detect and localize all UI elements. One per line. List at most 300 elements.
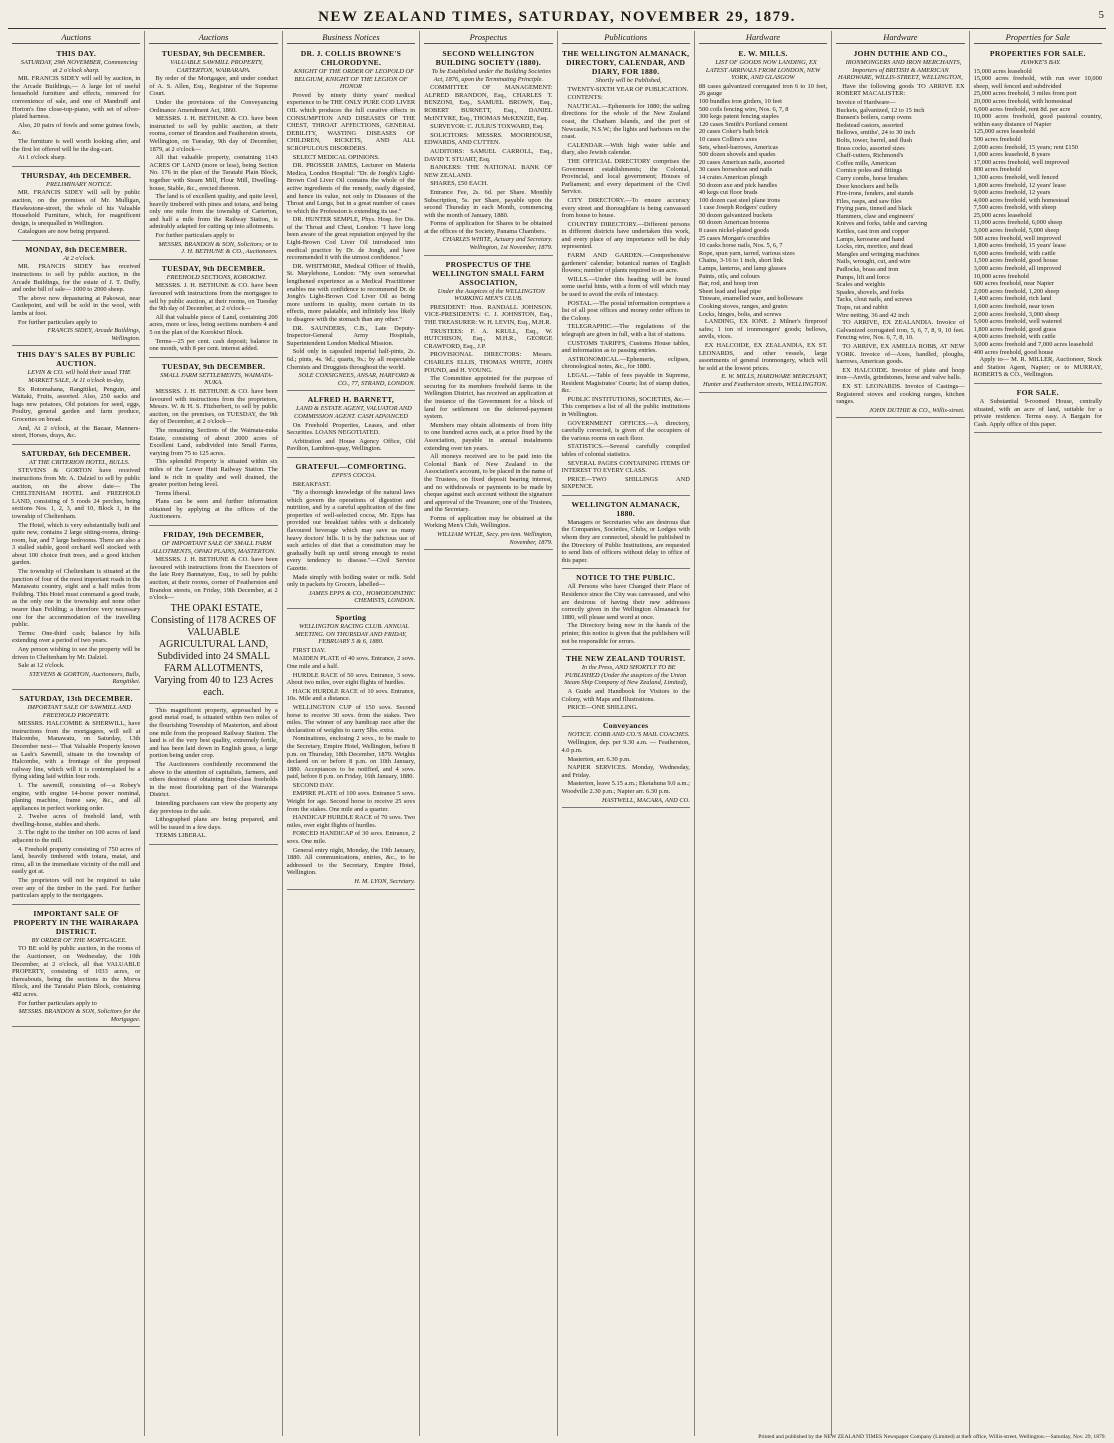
list-item: 800 acres freehold: [973, 166, 1021, 174]
column-3: [283, 31, 420, 1436]
list-item: 4,000 acres freehold, with homestead: [973, 196, 1070, 204]
ad-subheading: NOTICE. COBB AND CO.'S MAIL COACHES.: [567, 730, 690, 738]
advertisement: [149, 527, 277, 704]
masthead: [8, 6, 1106, 29]
ad-subheading: SMALL FARM SETTLEMENTS, WAIMATA-NUKA.: [160, 371, 274, 387]
ad-subheading: Shortly will be Published,: [595, 77, 662, 84]
advertisement: [562, 718, 690, 808]
ad-paragraph: MESSRS. HALCOMBE & SHERWILL, have instructions from the mortgagees, will sell at Halcombe, Manawatu, on Saturday, 13th December next— That Valuable Property known as Lash's Sawmill, situate in the township of Halcombe, with a frontage of the proposed railway line, which will it is contemplated be a flying siding laid within four rods.: [12, 720, 141, 781]
advertisement: [12, 347, 140, 444]
ad-heading: ALFRED H. BARNETT,: [307, 395, 395, 405]
ad-heading: MONDAY, 8th DECEMBER.: [25, 244, 128, 254]
ad-paragraph: WILLS.—Under this heading will be found some useful hints, with a form of will which may be used to avoid the evils of intestacy.: [561, 275, 690, 299]
ad-signature: MESSRS. BRANDON & SON, Solicitors for the Mortgagee.: [18, 1008, 141, 1023]
ad-paragraph: All moneys received are to be paid into the Colonial Bank of New Zealand to the Association's account, to be placed in the name of the Trustees, on fixed deposit bearing interest, and no withdrawals or payments to be made by cheque against such account without the signature and approval of the Treasurer, one of the Trustees, and the Secretary.: [424, 453, 553, 514]
advertisement: [149, 261, 277, 358]
ad-paragraph: HURDLE RACE of 50 sovs. Entrance, 3 sovs. About two miles, over eight flights of hurdles.: [286, 671, 416, 687]
advertisement: [149, 359, 277, 526]
ad-paragraph: TELEGRAPHIC.—The regulations of the telegraph are given in full, with a list of stations.: [561, 323, 690, 338]
ad-paragraph: The remaining Sections of the Waimata-nuka Estate, consisting of about 2000 acres of Excellent Land, subdivided into Small Farms, varying from 75 to 125 acres.: [149, 426, 278, 457]
ad-heading: THIS DAY'S SALES BY PUBLIC AUCTION.: [16, 350, 136, 369]
list-item: Rope, spun yarn, tarred, various sizes: [698, 249, 795, 257]
column-8: [970, 31, 1106, 1436]
ad-paragraph: Wellington, dep. per 9.30 a.m. — Featherston, 4.0 p.m.: [561, 739, 690, 754]
ad-subheading: LAND & ESTATE AGENT, VALUATOR AND COMMISSION AGENT. CASH ADVANCED: [294, 405, 412, 420]
ad-paragraph: SURVEYOR: C. JULIUS TOXWARD, Esq.: [430, 123, 544, 131]
advertisement: [12, 446, 140, 690]
list-item: 125,000 acres leasehold: [973, 128, 1035, 136]
list-item: Sheet lead and lead pipe: [698, 287, 761, 295]
ad-subheading: EPPS'S COCOA.: [331, 471, 377, 479]
ad-paragraph: NAPIER SERVICES. Monday, Wednesday, and Friday.: [561, 764, 690, 779]
ad-signature: E. W. MILLS, HARDWARE MERCHANT, Hunter and Featherston streets, WELLINGTON.: [702, 373, 828, 388]
ad-paragraph: STATISTICS.—Several carefully compiled tables of colonial statistics.: [561, 443, 690, 458]
ad-paragraph: For further particulars apply to: [18, 999, 97, 1007]
ad-heading: GRATEFUL—COMFORTING.: [295, 461, 407, 471]
list-item: 15,000 acres leasehold: [973, 67, 1032, 75]
list-item: 120 cases Smith's Portland cement: [698, 120, 788, 128]
list-item: 1,000 acres leasehold, 8 years: [973, 151, 1050, 159]
list-item: 30 cases horseshoe and nails: [698, 166, 772, 174]
page-number: 5: [1098, 9, 1104, 21]
list-item: 1,800 acres freehold, good grass: [973, 325, 1057, 333]
ad-subheading: OF IMPORTANT SALE OF SMALL FARM ALLOTMENTS, OPAKI PLAINS, MASTERTON.: [151, 540, 276, 555]
ad-paragraph: At 1 o'clock sharp.: [18, 154, 67, 162]
list-item: 14 crates American plough: [698, 173, 768, 181]
ad-paragraph: The Committee appointed for the purpose of securing for its members freehold farms in the Wellington District, has received an application at the instance of the Government for a block of land for settlement on the deferred-payment system.: [424, 375, 553, 421]
list-item: 20 cases Coker's bath brick: [698, 128, 769, 136]
ad-paragraph: Apply to— M. R. MILLER, Auctioneer, Stock and Station Agent, Napier; or to MURRAY, ROBERTS & CO., Wellington.: [973, 356, 1102, 379]
ad-subheading: In the Press, AND SHORTLY TO BE PUBLISHED (Under the auspices of the Union Steam Ship Company of New Zealand, Limited),: [564, 664, 688, 687]
ad-paragraph: A Guide and Handbook for Visitors to the Colony, with Maps and Illustrations.: [561, 687, 690, 703]
column-5: [558, 31, 695, 1436]
advertisement: [12, 46, 140, 167]
list-item: Bedstead castors, assorted: [836, 121, 904, 129]
list-item: 20 cases American nails, assorted: [698, 158, 785, 166]
list-item: Chaff-cutters, Richmond's: [836, 152, 904, 160]
ad-paragraph: FIRST DAY.: [292, 646, 326, 654]
ad-paragraph: Terms liberal.: [155, 489, 191, 497]
ad-paragraph: EX ST. LEONARDS. Invoice of Castings—Registered stoves and cooking ranges, kitchen ranges.: [836, 382, 965, 406]
list-item: 3,000 acres freehold, all improved: [973, 265, 1062, 273]
ad-paragraph: SOLICITORS: MESSRS. MOORHOUSE, EDWARDS, AND CUTTEN.: [424, 131, 553, 147]
list-item: 2,000 acres freehold, 1,200 sheep: [973, 287, 1060, 295]
ad-paragraph: All Persons who have Changed their Place of Residence since the City was canvassed, and who are desirous of having their new addresses correctly given in the Wellington Almanack for 1880, will please send word at once.: [561, 583, 690, 621]
list-item: 500 coils fencing wire, Nos. 6, 7, 8: [698, 105, 789, 113]
ad-heading: THIS DAY.: [56, 49, 97, 58]
ad-paragraph: For further particulars apply to: [18, 318, 97, 326]
ad-subheading: At 2 o'clock.: [63, 254, 96, 262]
ad-signature: H. M. LYON, Secretary.: [354, 878, 416, 885]
advertisement: [424, 46, 552, 256]
ad-subheading: LIST OF GOODS NOW LANDING, EX LATEST ARRIVALS FROM LONDON, NEW YORK, AND GLASGOW: [705, 59, 821, 82]
imprint: Printed and published by the NEW ZEALAND TIMES Newspaper Company (Limited) at their office, Willis-street, Wellington.—Saturday, Nov. 29, 1879.: [758, 1434, 1106, 1441]
list-item: 2,000 acres freehold, 3,000 sheep: [973, 310, 1060, 318]
list-item: 15,000 acres freehold, with run over 10,000 sheep, well fenced and subdivided: [973, 75, 1102, 90]
ad-paragraph: EX HALCOIDE, EX ZEALANDIA, EX ST. LEONARDS, and other vessels, large assortments of general ironmongery, which will be sold at the lowest prices.: [698, 341, 828, 372]
list-item: Bunsen's boilers, camp ovens: [836, 114, 912, 122]
ad-paragraph: Forms of application may be obtained at the Working Men's Club, Wellington.: [424, 514, 553, 530]
ad-paragraph: GOVERNMENT OFFICES.—A directory, carefully corrected, is given of the occupiers of the various rooms on each floor.: [561, 419, 690, 442]
ad-paragraph: The proprietors will not be required to take over any of the timber in the yard. For further particulars apply to the mortgagees.: [12, 877, 141, 900]
ad-paragraph: FARM AND GARDEN.—Comprehensive gardeners' calendar; botanical names of English flowers; number of plants required to an acre.: [561, 252, 690, 275]
ad-paragraph: COMMITTEE OF MANAGEMENT: ALFRED BRANDON, Esq., CHARLES T. BENZONI, Esq., SAMUEL BROWN, Esq., ROBERT BURNETT, Esq., DANIEL McINTYRE, Esq., THOMAS McKENZIE, Esq.: [424, 84, 553, 122]
ad-paragraph: Ex Rotomahana, Rangitikei, Penguin, and Waitaki, Fruits, assorted. Also, 250 sacks and bags new potatoes, Old potatoes for seed, eggs, Poultry, general garden and farm produce, Groceries on bread.: [12, 385, 141, 423]
list-item: Lamps, kerosene and hand: [836, 235, 905, 243]
list-item: 11,000 acres freehold, 6,000 sheep: [973, 219, 1063, 227]
list-item: 1,800 acres freehold, 15 years' lease: [973, 242, 1066, 250]
ad-subheading: AT THE CRITERION HOTEL, BULLS.: [28, 458, 130, 466]
ad-paragraph: "By a thorough knowledge of the natural laws which govern the operations of digestion and nutrition, and by a careful application of the fine properties of well-selected cocoa, Mr. Epps has provided our breakfast tables with a delicately flavoured beverage which may save us many heavy doctors' bills. It is by the judicious use of such articles of diet that a constitution may be gradually built up until strong enough to resist every tendency to disease."—Civil Service Gazette.: [286, 489, 416, 573]
column-heading: Prospectus: [424, 31, 552, 44]
ad-heading: THURSDAY, 4th DECEMBER.: [21, 170, 132, 180]
ad-paragraph: Nominations, enclosing 2 sovs., to be made to the Secretary, Empire Hotel, Wellington, before 8 p.m. on Thursday, 18th December, 1879. Weights declared on or before 8 p.m. on 10th January, 1880. Acceptances to be notified, and 4 sovs. paid, before 8 p.m. on Friday, 16th January, 1880.: [286, 735, 416, 781]
column-heading: Hardware: [836, 31, 964, 44]
newspaper-title: NEW ZEALAND TIMES, SATURDAY, NOVEMBER 29, 1879.: [318, 9, 796, 25]
list-item: Sets, wheel-barrows, Americas: [698, 143, 779, 151]
list-item: 25,000 acres leasehold: [973, 211, 1032, 219]
ad-paragraph: On Freehold Properties, Leases, and other Securities. LOANS NEGOTIATED.: [286, 421, 416, 437]
ad-paragraph: Under the provisions of the Conveyancing Ordinance Amendment Act, 1860.: [149, 98, 278, 114]
advertisement: [562, 46, 690, 496]
ad-paragraph: Catalogues are now being prepared.: [18, 228, 110, 236]
ad-paragraph: LANDING, EX IONE. 2 Milner's fireproof safes; 1 ton of ironmongers' goods; bellows, anvils, vices.: [698, 318, 828, 341]
advertisement: [424, 257, 552, 551]
list-item: 500 dozen shovels and spades: [698, 151, 776, 159]
ad-paragraph: Terms—25 per cent. cash deposit; balance in one month, with 8 per cent. interest added.: [149, 337, 278, 353]
ad-subheading: BY ORDER OF THE MORTGAGEE.: [31, 936, 127, 944]
ad-paragraph: Have the following goods TO ARRIVE EX ROBERT MACALISTER:: [836, 82, 965, 98]
column-heading: Business Notices: [287, 31, 415, 44]
list-item: Pumps, lift and force: [836, 273, 890, 281]
list-item: Paints, oils, and colours: [698, 272, 760, 280]
ad-heading: PROSPECTUS OF THE WELLINGTON SMALL FARM ASSOCIATION,: [432, 259, 545, 287]
ad-signature: JOHN DUTHIE & CO., Willis-street.: [869, 406, 965, 414]
ad-paragraph: TO ARRIVE, EX AMELIA ROBB, AT NEW YORK. Invoice of—Axes, handled, ploughs, harrows, American goods.: [836, 342, 965, 366]
ad-paragraph: Managers or Secretaries who are desirous that the Companies, Societies, Clubs, or Lodges with whom they are connected, should be published in the Directory of Public Institutions, are requested to send lists of officers without delay to office of this paper.: [561, 518, 690, 564]
list-item: 1,800 acres freehold, 12 years' lease: [973, 181, 1066, 189]
advertisement: [562, 570, 690, 650]
advertisement: [287, 459, 415, 609]
ad-paragraph: All that valuable property, containing 1143 ACRES OF LAND (more or less), being Section No. 176 in the plan of the Taratahi Plain Block, together with Steam Mill, Flour Mill, Dwelling-house, Stable, &c., erected thereon.: [149, 154, 278, 192]
ad-paragraph: PROVISIONAL DIRECTORS: Messrs. CHARLES ELLIS, THOMAS WHITE, JOHN POUND, and H. YOUNG.: [424, 351, 553, 374]
list-item: Tinware, enamelled ware, and holloware: [698, 295, 803, 303]
ad-paragraph: EX HALCOIDE. Invoice of plate and hoop iron—Anvils, grindstones, horse and valve balls.: [836, 366, 965, 382]
ad-heading: FRIDAY, 19th DECEMBER,: [163, 530, 264, 540]
ad-paragraph: PRESIDENT: Hon. RANDALL JOHNSON. VICE-PRESIDENTS: C. J. JOHNSTON, Esq., THE TREASURER: W. H. LEVIN, Esq., M.H.R.: [424, 303, 553, 327]
ad-paragraph: General entry night, Monday, the 19th January, 1880. All communications, entries, &c., to be addressed to the Secretary, Empire Hotel, Wellington.: [286, 846, 416, 877]
ad-paragraph: BANKERS: THE NATIONAL BANK OF NEW ZEALAND.: [424, 164, 553, 179]
ad-paragraph: Masterton, arr. 6.30 p.m.: [567, 755, 631, 763]
ad-paragraph: EMPIRE PLATE of 100 sovs. Entrance 5 sovs. Weight for age. Second horse to receive 25 sovs from the stakes. One mile and a quarter.: [286, 790, 416, 813]
list-item: Knives and forks, table and carving: [836, 220, 928, 228]
ad-paragraph: Made simply with boiling water or milk. Sold only in packets by Grocers, labelled—: [286, 573, 416, 589]
goods-list: [836, 99, 964, 319]
ad-paragraph: MESSRS. J. H. BETHUNE & CO. have been favoured with instructions from the Executors of the late Rory Bannatyne, Esq., to sell by public auction, at their rooms, corner of Featherston and Brandon streets, on Friday, 19th December, at 2 o'clock—: [149, 556, 278, 602]
ad-paragraph: The land is of excellent quality, and quite level, heavily timbered with pines and totara, and being only one mile from the township of Carterton, and half a mile from the Railway Station, is admirably adapted for cutting up into allotments.: [149, 193, 278, 231]
ad-signature: WILLIAM WYLIE, Secy. pro tem. Wellington, November, 1879.: [437, 531, 553, 546]
ad-heading: TUESDAY, 9th DECEMBER.: [161, 49, 266, 58]
list-item: Traps, rat and rabbit: [836, 304, 888, 311]
advertisement: [149, 705, 277, 845]
list-item: 50 dozen axe and pick handles: [698, 181, 778, 189]
ad-paragraph: BREAKFAST.: [292, 480, 331, 488]
ad-signature: SOLE CONSIGNEES, ANSAR, HARFORD & CO., 77, STRAND, LONDON.: [298, 372, 416, 387]
list-item: 6,000 acres freehold, with cattle: [973, 249, 1056, 257]
list-item: 2,000 acres freehold, 15 years; rent £150: [973, 143, 1078, 151]
ad-paragraph: STEVENS & GORTON have received instructions from Mr. A. Dalziel to sell by public auction, on the above date— The CHELTENHAM HOTEL and FREEHOLD LAND, consisting of 5 roods 24 perches, being sections Nos. 1, 2, 3, and 10, Block 1, in the township of Cheltenham.: [12, 467, 141, 520]
ad-paragraph: FORCED HANDICAP of 30 sovs. Entrance, 2 sovs. One mile.: [286, 830, 416, 846]
advertisement: [12, 242, 140, 347]
ad-subheading: LEVIN & CO. will hold their usual THE MARKET SALE, At 11 o'clock to-day,: [27, 369, 131, 384]
ad-paragraph: ASTRONOMICAL.—Ephemeris, eclipses, chronological notes, &c., for 1880.: [561, 355, 690, 371]
columns-container: [8, 31, 1106, 1436]
ad-paragraph: LEGAL.—Table of fees payable in Supreme, Resident Magistrates' Courts; list of stamp duties, &c.: [561, 371, 690, 395]
column-heading: Auctions: [149, 31, 277, 44]
ad-signature: FRANCIS SIDEY, Arcade Buildings, Wellington.: [47, 327, 141, 342]
column-heading: Auctions: [12, 31, 140, 44]
ad-heading: SATURDAY, 13th DECEMBER.: [19, 693, 133, 703]
list-item: 10 cases Collins's axes: [698, 135, 758, 143]
ad-paragraph: MESSRS. J. H. BETHUNE & CO. have been instructed to sell by public auction, at their rooms, corner of Brandon and Featherston streets, Wellington, on Tuesday, 9th day of December, 1879, at 2 o'clock—: [149, 115, 278, 153]
advertisement: [562, 497, 690, 570]
ad-paragraph: SEVERAL PAGES CONTAINING ITEMS OF INTEREST TO EVERY CLASS.: [561, 459, 690, 475]
ad-heading: THE NEW ZEALAND TOURIST.: [566, 654, 686, 664]
list-item: 600 acres freehold, near Napier: [973, 280, 1054, 288]
ad-paragraph: HANDICAP HURDLE RACE of 70 sovs. Two miles, over eight flights of hurdles.: [286, 814, 416, 829]
ad-paragraph: TO ARRIVE, EX ZEALANDIA. Invoice of Galvanized corrugated iron, 5, 6, 7, 8, 9, 10 feet. Fencing wire, Nos. 6, 7, 8, 10.: [836, 319, 965, 342]
list-item: 500 acres freehold, well improved: [973, 234, 1062, 242]
ad-paragraph: POSTAL.—The postal information comprises a list of all post offices and money order offices in the Colony.: [561, 299, 690, 322]
list-item: Wire netting, 36 and 42 inch: [836, 311, 910, 319]
list-item: Frying pans, tinned and black: [836, 205, 913, 213]
column-heading: Hardware: [699, 31, 827, 44]
ad-paragraph: CITY DIRECTORY.—To ensure accuracy every street and thoroughfare is being canvassed from house to house.: [561, 196, 690, 220]
ad-paragraph: Lithographed plans are being prepared, and will be issued in a few days.: [149, 816, 278, 831]
list-item: Coffee mills, American: [836, 159, 896, 167]
ad-paragraph: Any person wishing to see the property will be driven to Cheltenham by Mr. Dalziel.: [12, 646, 141, 661]
list-item: Nails, wrought, cut, and wire: [836, 258, 911, 266]
ad-paragraph: MR. FRANCIS SIDEY will sell by public auction, on the premises of Mr. Mulligan, Hawkestone-street, the whole of his Valuable Household Furniture, which, for magnificent design, is unequalled in Wellington.: [12, 189, 141, 227]
list-item: 10 casks horse nails, Nos. 5, 6, 7: [698, 242, 783, 250]
list-item: Tacks, clout nails, and screws: [836, 296, 913, 304]
ad-paragraph: The above now depasturing at Pakowai, near Castlepoint, and will be sold in the wool, with lambs at foot.: [12, 294, 141, 318]
column-4: [420, 31, 557, 1436]
list-item: Lamps, lanterns, and lamp glasses: [698, 265, 787, 273]
list-item: Locks, rim, mortice, and dead: [836, 243, 913, 251]
ad-paragraph: The Hotel, which is very substantially built and quite new, contains 2 large sitting-rooms, dining-room, bar, and 7 large bedrooms. There are also a 3 stalled stable, good orchard well stocked with about 100 choice fruit trees, and a good kitchen garden.: [12, 521, 141, 567]
ad-paragraph: Plans can be seen and further information obtained by applying at the offices of the Auctioneers.: [149, 498, 278, 521]
advertisement: [287, 46, 415, 391]
advertisement: [12, 691, 140, 905]
ad-paragraph: Terms: One-third cash; balance by bills extending over a period of two years.: [12, 629, 141, 645]
list-item: Mangles and wringing machines: [836, 250, 920, 258]
advertisement: [974, 46, 1102, 384]
advertisement: [562, 651, 690, 717]
display-text: THE OPAKI ESTATE, Consisting of 1178 ACRES OF VALUABLE AGRICULTURAL LAND, Subdivided into 24 SMALL FARM ALLOTMENTS, Varying from 40 to 123 Acres each.: [150, 602, 277, 698]
column-heading: Publications: [562, 31, 690, 44]
list-item: Fire-irons, fenders, and stands: [836, 190, 914, 198]
ad-heading: Conveyances: [602, 720, 649, 730]
list-item: 3,000 acres freehold, 5,000 sheep: [973, 227, 1060, 235]
ad-signature: CHARLES WHITE, Actuary and Secretary. Wellington, 1st November, 1879.: [442, 236, 553, 252]
ad-paragraph: THE OFFICIAL DIRECTORY comprises the Government establishments; the Colonial, Provincial, and local government; Houses of Parliament; and every department of the Civil Service.: [561, 157, 690, 196]
ad-paragraph: CUSTOMS TARIFFS, Customs House tables, and information as to passing entries.: [561, 339, 690, 355]
ad-paragraph: WELLINGTON CUP of 150 sovs. Second horse to receive 30 sovs. from the stakes. Two miles. The winner of any handicap race after the declaration of weights to carry 5lbs. extra.: [286, 703, 416, 734]
ad-paragraph: The Directory being now in the hands of the printer, this notice is given that the publishers will not be responsible for errors.: [561, 622, 690, 645]
advertisement: [12, 906, 140, 1028]
advertisement: [149, 46, 277, 260]
list-item: Hammers, claw and engineers': [836, 212, 915, 220]
ad-heading: WELLINGTON ALMANACK, 1880.: [571, 499, 680, 518]
ad-paragraph: DR. WHITMORE, Medical Officer of Health, St. Marylebone, London: "My own somewhat lengthened experience as a Medical Practitioner enables me with confidence to recommend Dr. de Jongh's Light-Brown Cod Liver Oil as being more uniform in quality, more certain in its effects, more palatable, and infinitely less likely to disagree with the stomach than any other.": [286, 262, 416, 323]
ad-paragraph: AUDITORS: SAMUEL CARROLL, Esq., DAVID T. STUART, Esq.: [424, 147, 553, 163]
ad-paragraph: Masterton, leave 5.15 a.m.; Eketahuna 9.0 a.m.; Woodville 2.30 p.m.; Napier arr. 6.30 p.m.: [561, 780, 690, 795]
list-item: 25,000 acres freehold, 3 miles from port: [973, 90, 1077, 98]
column-7: [832, 31, 969, 1436]
ad-paragraph: SELECT MEDICAL OPINIONS.: [292, 153, 380, 161]
list-item: Curry combs, horse brushes: [836, 174, 908, 182]
list-item: Bar, rod, and hoop iron: [698, 280, 759, 288]
list-item: Locks, hinges, bolts, and screws: [698, 310, 782, 318]
ad-paragraph: PUBLIC INSTITUTIONS, SOCIETIES, &c.—This comprises a list of all the public institutions in Wellington.: [561, 395, 690, 418]
list-item: 10,000 acres freehold: [973, 272, 1029, 280]
list-item: 4,000 acres freehold, with cattle: [973, 333, 1056, 341]
ad-paragraph: Sale at 12 o'clock.: [18, 662, 65, 670]
ad-heading: PROPERTIES FOR SALE.: [989, 49, 1086, 58]
ad-signature: HASTWELL, MACARA, AND CO.: [601, 796, 690, 804]
list-item: 100 dozen cast steel plane irons: [698, 196, 780, 204]
ad-paragraph: CONTENTS:: [567, 94, 603, 102]
list-item: 40 kegs cut floor brads: [698, 189, 758, 197]
ad-paragraph: And, At 2 o'clock, at the Bazaar, Manners-street, Horses, drays, &c.: [12, 424, 141, 440]
list-item: 88 cases galvanized corrugated iron 6 to 10 feet, 26 gauge: [698, 82, 828, 98]
goods-list: [974, 68, 1102, 357]
ad-paragraph: TRUSTEES: F. A. KRULL, Esq., W. HUTCHISON, Esq., M.H.R., GEORGE CRAWFORD, Esq., J.P.: [424, 327, 553, 350]
list-item: Door knockers and bells: [836, 182, 899, 190]
list-item: 9,000 acres freehold, 12 years: [973, 189, 1051, 197]
list-item: Kettles, cast iron and copper: [836, 228, 910, 236]
list-item: Brass cocks, assorted sizes: [836, 144, 905, 152]
ad-paragraph: The Auctioneers confidently recommend the above to the attention of capitalists, farmers, and others desirous of obtaining first-class freeholds in the most flourishing part of the Wairarapa District.: [149, 760, 278, 799]
ad-paragraph: Intending purchasers can view the property any day previous to the sale.: [149, 799, 278, 815]
ad-paragraph: PRICE—ONE SHILLING.: [567, 704, 638, 712]
ad-subheading: FREEHOLD SECTIONS, KOROKIWI.: [166, 273, 267, 281]
ad-paragraph: MR. FRANCIS SIDEY will sell by auction, in the Arcade Buildings,— A large lot of useful household furniture and effects, removed for convenience of sale, and one of Mandruff and Horton's fine close-top-piano, with set of silver-plated harness.: [12, 75, 141, 121]
ad-paragraph: COUNTRY DIRECTORY.—Different persons in different districts have undertaken this work, and every place of any importance will be duly represented.: [561, 220, 690, 251]
ad-paragraph: MAIDEN PLATE of 40 sovs. Entrance, 2 sovs. One mile and a half.: [286, 655, 416, 670]
ad-paragraph: All that valuable piece of Land, containing 200 acres, more or less, being sections numbers 4 and 5 on the plan of the Korokiwi Block.: [149, 313, 278, 336]
list-item: Spades, shovels, and forks: [836, 288, 904, 296]
ad-paragraph: DR. PROSSER JAMES, Lecturer on Materia Medica, London Hospital: "Dr. de Jongh's Light-Brown Cod Liver Oil contains the whole of the active ingredients of the remedy, easily digested, and hence its value, not only in Diseases of the Throat and Lungs, but in a great number of cases to which the Profession is extending its use.": [286, 162, 416, 215]
column-heading: Properties for Sale: [974, 31, 1102, 44]
list-item: 300 kegs patent fencing staples: [698, 113, 779, 121]
ad-subheading: WELLINGTON RACING CLUB. ANNUAL MEETING. ON THURSDAY AND FRIDAY, FEBRUARY 5 & 6, 1880.: [295, 623, 409, 646]
list-item: Files, rasps, and saw files: [836, 197, 902, 205]
list-item: 1,300 acres freehold, well fenced: [973, 173, 1059, 181]
list-item: Scales and weights: [836, 281, 885, 289]
ad-subheading: VALUABLE SAWMILL PROPERTY, CARTERTON, WAIRARAPA.: [170, 59, 263, 74]
ad-subheading: HAWKE'S BAY.: [1020, 59, 1061, 66]
list-item: 25 cases Morgan's crucibles: [698, 234, 771, 242]
list-item: Bellows, smiths', 24 to 30 inch: [836, 129, 915, 137]
ad-subheading: KNIGHT OF THE ORDER OF LEOPOLD OF BELGIUM, KNIGHT OF THE LEGION OF HONOR: [293, 68, 415, 91]
ad-paragraph: This splendid Property is situated within six miles of the Lower Hutt Railway Station. The land is rich in quality and well drained, the greater portion being level.: [149, 458, 278, 489]
list-item: Buckets, galvanized, 12 to 15 inch: [836, 106, 925, 114]
list-item: Cornice poles and fittings: [836, 167, 903, 175]
ad-heading: SATURDAY, 6th DECEMBER.: [21, 448, 131, 458]
list-item: Bolts, tower, barrel, and flush: [836, 136, 913, 144]
list-item: 30 dozen galvanized buckets: [698, 211, 773, 219]
ad-paragraph: NAUTICAL.—Ephemeris for 1880; the sailing directions for the whole of the New Zealand coast, the Chatham Islands, and the port of Newcastle, N.S.W.; the lights and harbours on the coast.: [561, 102, 690, 141]
ad-paragraph: Arbitration and House Agency Office, Old Pavilion, Lambton-quay, Wellington.: [286, 437, 416, 453]
list-item: 1,400 acres freehold, rich land: [973, 295, 1052, 303]
list-item: 7,500 acres freehold, with sheep: [973, 204, 1057, 212]
ad-paragraph: Proved by ninety thirty years' medical experience to be THE ONLY PURE COD LIVER OIL which produces the full curative effects in CONSUMPTION AND DISEASES OF THE CHEST, THROAT AFFECTIONS, GENERAL DEBILITY, WASTING DISEASES OF CHILDREN, RICKETS, AND ALL SCROFULOUS DISORDERS.: [286, 91, 416, 152]
ad-subheading: IMPORTANT SALE OF SAWMILL AND FREEHOLD PROPERTY.: [27, 703, 131, 719]
list-item: Invoice of Hardware—: [836, 98, 896, 106]
goods-list: [699, 83, 827, 318]
list-item: 400 acres freehold, good house: [973, 348, 1054, 356]
ad-paragraph: HACK HURDLE RACE of 10 sovs. Entrance, 10s. Mile and a distance.: [286, 687, 416, 703]
column-6: [695, 31, 832, 1436]
list-item: 20,000 acres freehold, with homestead: [973, 97, 1073, 105]
ad-paragraph: Sold only in capsuled imperial half-pints, 2s. 6d.; pints, 4s. 9d.; quarts, 9s.; by all respectable Chemists and Druggists throughout the world.: [286, 348, 416, 371]
ad-heading: NOTICE TO THE PUBLIC.: [576, 573, 676, 583]
ad-paragraph: TWENTY-SIXTH YEAR OF PUBLICATION.: [567, 85, 689, 93]
list-item: 100 bundles iron girders, 10 feet: [698, 97, 782, 105]
ad-paragraph: TO BE sold by public auction, in the rooms of the Auctioneer, on Wednesday, the 10th December, at 2 o'clock, all that VALUABLE PROPERTY, consisting of 1033 acres, or thereabouts, being the sections in the Morva Block, and the Taratahi Plain Block, containing 482 acres.: [12, 945, 141, 998]
ad-paragraph: Members may obtain allotments of from fifty to one hundred acres each, at a price fixed by the Association, payable in annual instalments extending over ten years.: [424, 421, 553, 452]
ad-paragraph: Also, 20 pairs of fowls and some guinea fowls, &c.: [12, 121, 141, 137]
ad-heading: IMPORTANT SALE OF PROPERTY IN THE WAIRARAPA DISTRICT.: [13, 908, 139, 936]
advertisement: [12, 168, 140, 241]
ad-signature: JAMES EPPS & CO., HOMOEOPATHIC CHEMISTS, LONDON.: [308, 589, 416, 605]
list-item: 10,000 acres freehold, good pastoral country, within easy distance of Napier: [973, 113, 1102, 128]
column-1: [8, 31, 145, 1436]
ad-paragraph: Entrance Fee, 2s. 6d. per Share. Monthly Subscription, 5s. per Share, payable upon the second Thursday in each Month, commencing with the month of January, 1880.: [424, 188, 553, 219]
ad-heading: TUESDAY, 9th DECEMBER.: [161, 263, 266, 273]
list-item: 1,500 acres freehold, good house: [973, 257, 1059, 265]
list-item: Padlocks, brass and iron: [836, 266, 899, 274]
ad-subheading: Under the Auspices of the WELLINGTON WORKING MEN'S CLUB.: [437, 287, 545, 303]
list-item: 5,000 acres freehold, well watered: [973, 318, 1062, 326]
ad-heading: Sporting: [335, 613, 367, 622]
ad-subheading: To be Established under the Building Societies Act, 1876, upon the Terminating Principle.: [431, 68, 551, 83]
ad-heading: FOR SALE.: [1016, 387, 1059, 397]
ad-paragraph: 1. The sawmill, consisting of—a Robey's engine, with engine 14-horse power nominal, planing machine, frame saw, &c., and all appliances in perfect working order.: [12, 781, 141, 812]
ad-paragraph: SECOND DAY.: [292, 781, 334, 789]
ad-subheading: IRONMONGERS AND IRON MERCHANTS, Importers of BRITISH & AMERICAN HARDWARE, WILLIS-STREET, WELLINGTON,: [838, 59, 963, 82]
list-item: 1 case Joseph Rodgers' cutlery: [698, 204, 778, 212]
list-item: 500 acres freehold: [973, 135, 1021, 143]
list-item: Cooking stoves, ranges, and grates: [698, 303, 788, 310]
advertisement: [287, 610, 415, 890]
list-item: 17,000 acres freehold, well improved: [973, 158, 1070, 166]
ad-paragraph: TERMS LIBERAL.: [155, 832, 207, 840]
ad-paragraph: A Substantial 9-roomed House, centrally situated, with an acre of land, suitable for a private residence. Terms easy. A Bargain for Cash. Apply office of this paper.: [973, 397, 1102, 428]
ad-paragraph: CALENDAR.—With high water table and diary, also Jewish calendar.: [561, 141, 690, 157]
ad-paragraph: 3. The right to the timber on 100 acres of land adjacent to the mill.: [12, 829, 141, 845]
list-item: 8 cases nickel-plated goods: [698, 227, 769, 235]
ad-paragraph: MR. FRANCIS SIDEY has received instructions to sell by public auction, in the Arcade Buildings, for the estate of J. T. Duffy, and order bill of sale— 1000 to 2000 sheep.: [12, 263, 141, 294]
list-item: 3,000 acres freehold and 7,000 acres leasehold: [973, 340, 1093, 348]
list-item: 60 dozen American brooms: [698, 219, 770, 227]
ad-paragraph: DR. SAUNDERS, C.B., Late Deputy-Inspector-General Army Hospitals, Superintendent London Medical Mission.: [286, 324, 416, 347]
ad-paragraph: The township of Cheltenham is situated at the junction of four of the most important roads in the Manawatu country, eight and a half miles from Feilding. This Hotel must command a good trade, as the only one in the township and none other nearer than Feilding; a therefore very necessary one for the accommodation of the travelling public.: [12, 568, 141, 629]
list-item: Chains, 3-16 to 1 inch, short link: [698, 257, 784, 265]
ad-paragraph: The furniture is well worth looking after, and the first lot offered will be the dog-cart.: [12, 137, 141, 153]
